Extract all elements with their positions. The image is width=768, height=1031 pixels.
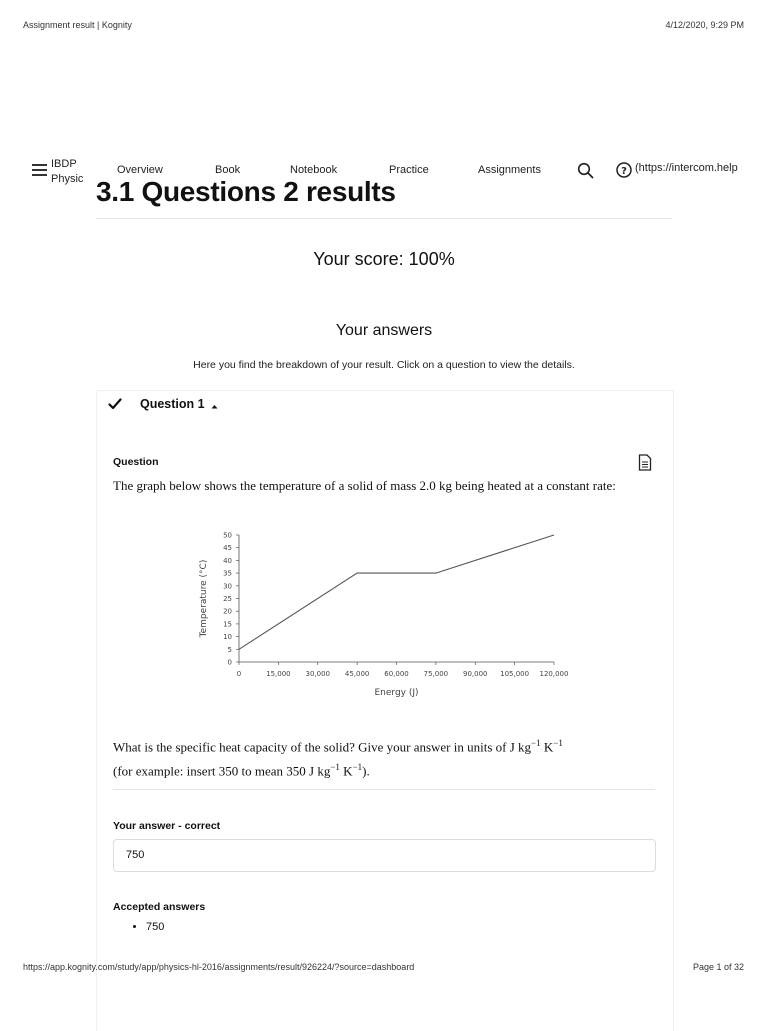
unit-kelvin: K (339, 763, 353, 779)
accepted-answers-list (132, 921, 164, 933)
x-tick-label: 45,000 (344, 670, 370, 678)
x-tick-label: 90,000 (463, 670, 488, 678)
page-title: 3.1 Questions 2 results (96, 176, 396, 207)
temperature-energy-chart (190, 522, 580, 702)
y-tick-label: 35 (223, 569, 232, 578)
x-tick-label: 75,000 (423, 670, 449, 678)
x-axis-label: Energy (J) (374, 688, 419, 698)
prompt-line2: (for example: insert 350 to mean 350 J kg (113, 763, 331, 779)
y-tick-label: 20 (223, 607, 232, 616)
brand-line-2: Physic (51, 173, 84, 185)
nav-overview[interactable]: Overview (117, 164, 163, 176)
print-url: https://app.kognity.com/study/app/physics-hl-2016/assignments/result/926224/?source=dashboard (23, 962, 415, 972)
section-divider (113, 789, 655, 790)
superscript-minus-one: −1 (553, 738, 563, 748)
your-answer-value: 750 (126, 849, 145, 861)
question-toggle[interactable] (140, 397, 218, 412)
superscript-minus-one: −1 (330, 762, 340, 773)
print-page-title: Assignment result | Kognity (23, 20, 132, 30)
help-circle-icon[interactable] (616, 162, 632, 183)
temperature-line (239, 535, 554, 649)
nav-book[interactable]: Book (215, 164, 241, 176)
score-summary: Your score: 100% (313, 249, 455, 269)
answers-subtitle: Here you find the breakdown of your result. Click on a question to view the details. (193, 359, 575, 371)
y-tick-label: 40 (223, 556, 232, 565)
y-axis-label: Temperature (°C) (199, 559, 209, 638)
superscript-minus-one: −1 (352, 762, 363, 773)
nav-practice[interactable]: Practice (389, 164, 429, 176)
superscript-minus-one: −1 (531, 738, 541, 748)
x-tick-label: 120,000 (539, 670, 569, 678)
question-text: The graph below shows the temperature of a solid of mass 2.0 kg being heated at a constant rate: (113, 478, 616, 493)
x-tick-label: 0 (236, 670, 242, 678)
x-tick-label: 60,000 (384, 670, 409, 678)
checkmark-icon (108, 397, 122, 415)
hamburger-icon[interactable] (32, 164, 47, 176)
prompt-line1: What is the specific heat capacity of the solid? Give your answer in units of J kg (113, 739, 532, 755)
y-tick-label: 10 (223, 633, 232, 642)
nav-assignments[interactable]: Assignments (478, 164, 541, 176)
question-label: Question (113, 456, 159, 468)
print-datetime: 4/12/2020, 9:29 PM (665, 20, 744, 30)
x-tick-label: 105,000 (500, 670, 530, 678)
y-tick-label: 45 (223, 544, 232, 553)
course-brand[interactable] (51, 157, 83, 187)
y-tick-label: 5 (227, 645, 232, 654)
question-prompt (113, 733, 563, 782)
your-answer-label: Your answer - correct (113, 820, 221, 832)
answers-heading: Your answers (335, 322, 433, 339)
y-tick-label: 50 (223, 531, 232, 540)
unit-kelvin: K (540, 739, 554, 755)
y-tick-label: 15 (223, 620, 232, 629)
accepted-answers-label: Accepted answers (113, 901, 206, 913)
y-tick-label: 25 (223, 595, 232, 603)
x-tick-label: 30,000 (305, 670, 330, 678)
accepted-answer-item: • 750 (146, 921, 164, 933)
prompt-line2-end: ). (362, 763, 370, 779)
title-divider (96, 218, 672, 219)
brand-line-1: IBDP (51, 158, 77, 170)
y-tick-label: 0 (227, 658, 232, 667)
svg-text:?: ? (621, 166, 627, 177)
question-header: Question 1 (140, 397, 205, 411)
nav-notebook[interactable]: Notebook (290, 164, 338, 176)
y-tick-label: 30 (223, 582, 232, 591)
search-icon[interactable] (577, 162, 594, 184)
print-page-number: Page 1 of 32 (692, 962, 744, 972)
help-link[interactable]: (https://intercom.help (635, 162, 738, 174)
document-icon[interactable] (638, 454, 652, 476)
x-tick-label: 15,000 (266, 670, 291, 678)
your-answer-field (113, 839, 656, 872)
caret-up-icon (211, 398, 218, 412)
